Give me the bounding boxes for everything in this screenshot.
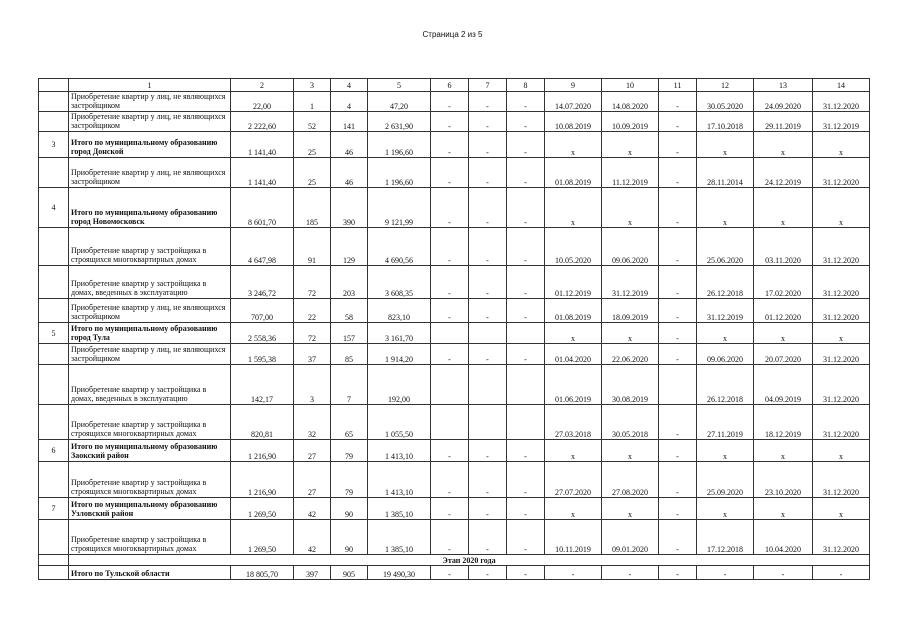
col-header: 13 [754,79,813,92]
cell: 65 [331,405,368,440]
table-row [39,228,870,266]
cell: 30.05.2018 [602,405,659,440]
cell: x [697,188,754,228]
cell: x [545,323,602,344]
cell: 27 [294,440,331,462]
cell: - [659,405,697,440]
cell: - [469,92,507,112]
cell: 01.08.2019 [545,158,602,188]
row-name: Итого по муниципальному образованию Заокский район [69,440,231,462]
cell [507,365,545,405]
total-label: Итого по Тульской области [69,566,231,580]
cell [507,323,545,344]
col-header: 8 [507,79,545,92]
table-row [39,365,870,405]
row-name: Итого по муниципальному образованию город Тула [69,323,231,344]
cell: x [754,440,813,462]
table-row [39,132,870,158]
cell: 42 [294,498,331,520]
col-header: 10 [602,79,659,92]
table-row [39,462,870,498]
cell: - [545,566,602,580]
row-name: Приобретение квартир у лиц, не являющихся застройщиком [69,344,231,365]
row-name: Приобретение квартир у лиц, не являющихся застройщиком [69,299,231,323]
cell: - [469,520,507,555]
cell: 72 [294,323,331,344]
cell: 09.01.2020 [602,520,659,555]
cell [431,405,469,440]
cell: 31.12.2019 [602,266,659,299]
cell: 31.12.2020 [813,299,870,323]
cell: 2 631,90 [368,112,431,132]
cell: 01.08.2019 [545,299,602,323]
cell: 192,00 [368,365,431,405]
cell: x [754,323,813,344]
table-row [39,92,870,112]
cell: 10.09.2019 [602,112,659,132]
cell: 42 [294,520,331,555]
cell: 58 [331,299,368,323]
cell: 9 121,99 [368,188,431,228]
cell: - [507,266,545,299]
cell: 31.12.2020 [813,92,870,112]
col-header: 9 [545,79,602,92]
cell: 22,00 [231,92,294,112]
table-row [39,344,870,365]
cell: - [659,498,697,520]
cell: 01.12.2020 [754,299,813,323]
cell: 10.11.2019 [545,520,602,555]
cell: 25 [294,158,331,188]
table-row [39,266,870,299]
cell: x [602,132,659,158]
cell: 31.12.2020 [813,266,870,299]
col-header: 7 [469,79,507,92]
cell: - [507,344,545,365]
cell: - [659,92,697,112]
cell: 31.12.2020 [813,158,870,188]
cell: - [469,498,507,520]
cell: 31.12.2020 [813,520,870,555]
cell: - [659,344,697,365]
row-number [39,266,69,299]
cell: 09.06.2020 [602,228,659,266]
cell: 31.12.2019 [697,299,754,323]
row-number [39,365,69,405]
cell: 1 196,60 [368,132,431,158]
cell: 142,17 [231,365,294,405]
cell: 1 216,90 [231,462,294,498]
col-header: 2 [231,79,294,92]
cell: 32 [294,405,331,440]
row-number [39,228,69,266]
cell: 10.08.2019 [545,112,602,132]
cell: 3 [294,365,331,405]
cell: 31.12.2020 [813,365,870,405]
cell: 27.03.2018 [545,405,602,440]
cell: - [659,323,697,344]
cell: 31.12.2019 [813,112,870,132]
cell: 22 [294,299,331,323]
col-header: 1 [69,79,231,92]
cell: 18 805,70 [231,566,294,580]
row-number [39,299,69,323]
cell: - [469,112,507,132]
cell: x [545,498,602,520]
page-number-label: Страница 2 из 5 [422,30,483,39]
cell [431,365,469,405]
cell: - [431,112,469,132]
cell: 141 [331,112,368,132]
cell: x [813,188,870,228]
cell: x [813,498,870,520]
cell [39,555,69,566]
cell: - [431,299,469,323]
cell: - [431,462,469,498]
total-row [39,566,870,580]
cell: x [754,132,813,158]
row-number: 6 [39,440,69,462]
cell: x [754,498,813,520]
cell: 31.12.2020 [813,462,870,498]
cell: 22.06.2020 [602,344,659,365]
stage-row [39,555,870,566]
cell: 1 413,10 [368,462,431,498]
cell: 18.12.2019 [754,405,813,440]
row-name: Итого по муниципальному образованию Узловский район [69,498,231,520]
cell: 31.12.2020 [813,344,870,365]
cell: 4 647,98 [231,228,294,266]
cell: - [469,158,507,188]
cell: 14.07.2020 [545,92,602,112]
row-number [39,92,69,112]
cell: 823,10 [368,299,431,323]
cell: 1 385,10 [368,498,431,520]
cell: 3 246,72 [231,266,294,299]
cell: 1 914,20 [368,344,431,365]
table-row [39,188,870,228]
cell: 1 385,10 [368,520,431,555]
cell [469,405,507,440]
cell: 85 [331,344,368,365]
cell: 26.12.2018 [697,266,754,299]
cell: 129 [331,228,368,266]
row-name: Приобретение квартир у лиц, не являющихся застройщиком [69,158,231,188]
cell: 30.05.2020 [697,92,754,112]
cell: 17.02.2020 [754,266,813,299]
cell: x [697,323,754,344]
cell: 24.09.2020 [754,92,813,112]
col-header: 4 [331,79,368,92]
cell: - [431,266,469,299]
cell: 10.05.2020 [545,228,602,266]
cell: - [431,566,469,580]
cell: 1 413,10 [368,440,431,462]
cell: - [507,92,545,112]
cell [469,365,507,405]
cell: x [602,188,659,228]
row-number [39,520,69,555]
cell: x [545,440,602,462]
row-name: Итого по муниципальному образованию город Донской [69,132,231,158]
cell: 157 [331,323,368,344]
table-row [39,520,870,555]
cell: - [431,228,469,266]
cell: - [507,188,545,228]
cell: 03.11.2020 [754,228,813,266]
cell: - [469,228,507,266]
program-table [38,78,870,580]
cell: - [431,92,469,112]
cell: 25.09.2020 [697,462,754,498]
cell: - [659,188,697,228]
cell [469,323,507,344]
row-name: Приобретение квартир у застройщика в строящихся многоквартирных домах [69,228,231,266]
cell: 397 [294,566,331,580]
cell: - [507,158,545,188]
table-row [39,299,870,323]
col-header: 6 [431,79,469,92]
cell: 1 141,40 [231,158,294,188]
cell: 27.08.2020 [602,462,659,498]
cell: - [659,440,697,462]
cell: 3 161,70 [368,323,431,344]
cell: 79 [331,440,368,462]
cell: - [659,566,697,580]
cell: - [813,566,870,580]
cell: 79 [331,462,368,498]
cell: - [431,520,469,555]
cell: - [469,462,507,498]
cell: 17.12.2018 [697,520,754,555]
row-number [39,158,69,188]
cell: 7 [331,365,368,405]
cell: 905 [331,566,368,580]
cell: 17.10.2018 [697,112,754,132]
cell: - [431,498,469,520]
cell: 4 690,56 [368,228,431,266]
cell: - [469,266,507,299]
row-name: Итого по муниципальному образованию город Новомосковск [69,188,231,228]
cell: 27 [294,462,331,498]
table-row [39,440,870,462]
table-row [39,112,870,132]
row-name: Приобретение квартир у застройщика в домах, введенных в эксплуатацию [69,365,231,405]
row-number: 5 [39,323,69,344]
cell: 04.09.2019 [754,365,813,405]
cell: 1 141,40 [231,132,294,158]
cell: 29.11.2019 [754,112,813,132]
cell: 707,00 [231,299,294,323]
cell: 20.07.2020 [754,344,813,365]
row-number: 3 [39,132,69,158]
col-header: 14 [813,79,870,92]
row-name: Приобретение квартир у лиц, не являющихся застройщиком [69,92,231,112]
cell: - [602,566,659,580]
cell: - [659,299,697,323]
cell: 14.08.2020 [602,92,659,112]
table-row [39,323,870,344]
cell: 46 [331,132,368,158]
col-header: 11 [659,79,697,92]
row-number: 4 [39,188,69,228]
cell: 2 222,60 [231,112,294,132]
row-name: Приобретение квартир у лиц, не являющихся застройщиком [69,112,231,132]
cell: - [507,440,545,462]
cell: 1 196,60 [368,158,431,188]
cell: 31.12.2020 [813,228,870,266]
cell: 01.04.2020 [545,344,602,365]
cell: x [697,132,754,158]
cell: 1 216,90 [231,440,294,462]
cell: - [507,520,545,555]
cell: 31.12.2020 [813,405,870,440]
cell: 47,20 [368,92,431,112]
cell: 09.06.2020 [697,344,754,365]
cell: 30.08.2019 [602,365,659,405]
row-number: 7 [39,498,69,520]
stage-label: Этап 2020 года [69,555,870,566]
cell: 3 608,35 [368,266,431,299]
cell: - [507,566,545,580]
cell: 19 490,30 [368,566,431,580]
cell: 01.06.2019 [545,365,602,405]
cell: - [431,344,469,365]
cell: 28.11.2014 [697,158,754,188]
cell: 11.12.2019 [602,158,659,188]
cell [507,405,545,440]
col-header [39,79,69,92]
cell: 820,81 [231,405,294,440]
col-header: 5 [368,79,431,92]
row-number [39,462,69,498]
cell: 90 [331,520,368,555]
row-name: Приобретение квартир у застройщика в домах, введенных в эксплуатацию [69,266,231,299]
table-row [39,405,870,440]
cell: 24.12.2019 [754,158,813,188]
cell: - [659,228,697,266]
cell: - [507,299,545,323]
cell: - [754,566,813,580]
cell: 91 [294,228,331,266]
cell: - [431,188,469,228]
cell: - [507,498,545,520]
cell: - [507,112,545,132]
cell: 1 [294,92,331,112]
cell: 10.04.2020 [754,520,813,555]
cell: 18.09.2019 [602,299,659,323]
cell: - [697,566,754,580]
row-number [39,405,69,440]
cell: - [469,132,507,158]
cell: - [507,132,545,158]
cell: x [697,440,754,462]
cell: 90 [331,498,368,520]
cell: - [431,158,469,188]
cell: - [659,112,697,132]
row-name: Приобретение квартир у застройщика в строящихся многоквартирных домах [69,405,231,440]
cell: x [602,440,659,462]
cell: 72 [294,266,331,299]
row-number [39,112,69,132]
cell: - [659,158,697,188]
cell: x [697,498,754,520]
cell: - [431,132,469,158]
cell: 203 [331,266,368,299]
cell: x [602,323,659,344]
cell: 185 [294,188,331,228]
cell [431,323,469,344]
cell: x [813,132,870,158]
row-number [39,344,69,365]
cell: - [507,228,545,266]
cell [659,365,697,405]
cell: x [602,498,659,520]
col-header: 3 [294,79,331,92]
cell: 46 [331,158,368,188]
cell: 23.10.2020 [754,462,813,498]
header-row [39,79,870,92]
cell: 1 269,50 [231,498,294,520]
cell: - [659,266,697,299]
cell: - [469,566,507,580]
cell: 1 269,50 [231,520,294,555]
cell: - [469,299,507,323]
cell: 1 055,50 [368,405,431,440]
cell: - [431,440,469,462]
cell: x [813,440,870,462]
cell: - [469,440,507,462]
cell: 2 558,36 [231,323,294,344]
cell: 8 601,70 [231,188,294,228]
cell: 37 [294,344,331,365]
cell: 26.12.2018 [697,365,754,405]
cell [39,566,69,580]
cell: - [659,520,697,555]
col-header: 12 [697,79,754,92]
cell: 27.11.2019 [697,405,754,440]
cell: 52 [294,112,331,132]
row-name: Приобретение квартир у застройщика в строящихся многоквартирных домах [69,462,231,498]
cell: 27.07.2020 [545,462,602,498]
cell: x [754,188,813,228]
cell: - [469,188,507,228]
cell: x [813,323,870,344]
cell: - [659,132,697,158]
cell: 4 [331,92,368,112]
cell: 25.06.2020 [697,228,754,266]
cell: 1 595,38 [231,344,294,365]
cell: 390 [331,188,368,228]
cell: - [507,462,545,498]
cell: 25 [294,132,331,158]
cell: - [469,344,507,365]
cell: x [545,132,602,158]
cell: - [659,462,697,498]
cell: 01.12.2019 [545,266,602,299]
table-row [39,498,870,520]
row-name: Приобретение квартир у застройщика в строящихся многоквартирных домах [69,520,231,555]
table-row [39,158,870,188]
cell: x [545,188,602,228]
